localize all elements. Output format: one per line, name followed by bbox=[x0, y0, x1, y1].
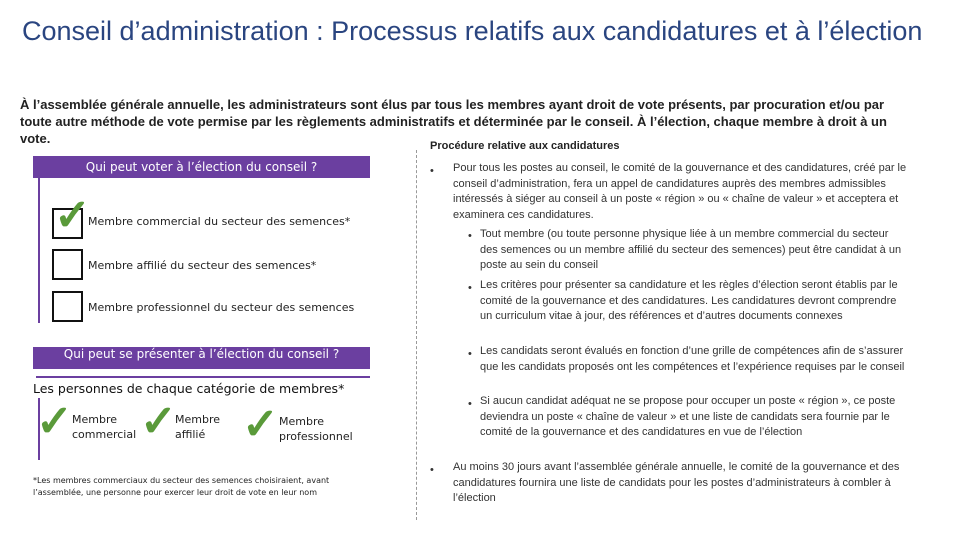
checkmark-icon: ✓ bbox=[242, 400, 279, 449]
intro-paragraph: À l’assemblée générale annuelle, les administrateurs sont élus par tous les membres ayant droit de vote présents, par procuration et/ou par toute autre méthode de vote permise par les règlements administratifs et déterminée par le conseil. À l’élection, chaque membre à droit à un vote. bbox=[20, 97, 887, 146]
checkmark-icon: ✓ bbox=[54, 191, 91, 240]
checkbox-affiliate bbox=[52, 249, 83, 280]
procedure-subpoint-3: Les candidats seront évalués en fonction d’une grille de compétences afin de s’assurer que les candidats proposés ont les compétences et l’expérience requises par le conseil bbox=[480, 345, 905, 373]
procedure-subpoint-4: Si aucun candidat adéquat ne se propose pour occuper un poste « région », ce poste deviendra un poste « chaîne de valeur » et une liste de candidats sera fournie par le comité de la gouvernance et des candidatures en vue de l’élection bbox=[480, 395, 896, 438]
footnote: *Les membres commerciaux du secteur des semences choisiraient, avant l’assemblée, une personne pour exercer leur droit de vote en leur nom bbox=[33, 476, 330, 497]
who-can-run-banner: Qui peut se présenter à l’élection du conseil ? bbox=[33, 347, 370, 369]
procedure-point-2: Au moins 30 jours avant l’assemblée générale annuelle, le comité de la gouvernance et des candidatures fournira une liste de candidats pour les postes d’administrateurs à combler à l’élection bbox=[453, 461, 900, 504]
bullet-icon: • bbox=[468, 398, 472, 410]
category-professional-label: Membre professionnel du secteur des semences bbox=[88, 301, 355, 314]
bullet-icon: • bbox=[430, 464, 434, 476]
all-members-heading: Les personnes de chaque catégorie de membres* bbox=[33, 381, 345, 396]
page-title: Conseil d’administration : Processus relatifs aux candidatures et à l’élection bbox=[22, 16, 923, 46]
section-divider bbox=[36, 376, 370, 378]
member-affiliate-label: Membre affilié bbox=[175, 413, 221, 441]
procedure-subpoint-2: Les critères pour présenter sa candidature et les règles d’élection seront établis par le comité de la gouvernance et des candidatures. Les candidatures devront comprendre un curriculum vitae à jour, des références et d’autres documents connexes bbox=[480, 279, 898, 322]
bullet-icon: • bbox=[468, 282, 472, 294]
member-commercial-label: Membre commercial bbox=[72, 413, 137, 441]
bullet-icon: • bbox=[468, 230, 472, 242]
vote-section-line bbox=[38, 178, 40, 323]
checkbox-professional bbox=[52, 291, 83, 322]
procedure-heading: Procédure relative aux candidatures bbox=[430, 140, 620, 152]
who-can-vote-banner: Qui peut voter à l’élection du conseil ? bbox=[33, 156, 370, 178]
procedure-point-1: Pour tous les postes au conseil, le comité de la gouvernance et des candidatures, créé par le conseil d’administration, fera un appel de candidatures auprès des membres admissibles intéressés à siéger au conseil à un poste « région » ou « chaîne de valeur » et acceptera et examinera ces candidatures. bbox=[453, 162, 907, 221]
column-divider bbox=[416, 150, 417, 520]
bullet-icon: • bbox=[430, 165, 434, 177]
bullet-icon: • bbox=[468, 348, 472, 360]
member-professional-label: Membre professionnel bbox=[279, 415, 353, 443]
category-affiliate-label: Membre affilié du secteur des semences* bbox=[88, 259, 317, 272]
checkmark-icon: ✓ bbox=[36, 397, 73, 446]
procedure-subpoint-1: Tout membre (ou toute personne physique liée à un membre commercial du secteur des semences ou un membre affilié du secteur des semences) peut être candidat à un poste au sein du conseil bbox=[480, 228, 902, 271]
checkmark-icon: ✓ bbox=[140, 397, 177, 446]
category-commercial-label: Membre commercial du secteur des semences* bbox=[88, 215, 351, 228]
